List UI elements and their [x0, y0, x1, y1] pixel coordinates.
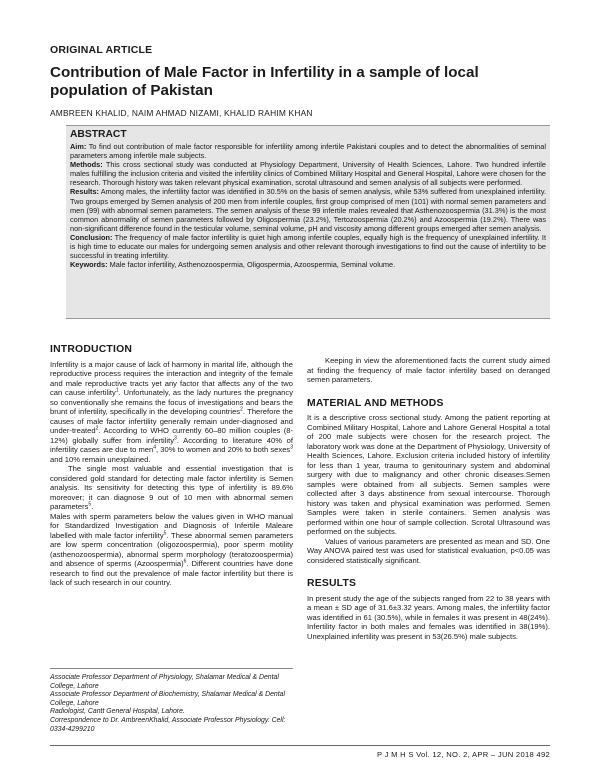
citation-sup: 2	[95, 425, 99, 432]
author-list: AMBREEN KHALID, NAIM AHMAD NIZAMI, KHALID RAHIM KHAN	[50, 108, 313, 118]
intro-p1-text-c: . Therefore the causes of male factor infertility generally remain under-diagnosed and under-treated	[50, 407, 293, 435]
footnote-item: Associate Professor Department of Biochemistry, Shalamar Medical & Dental College, Lahore	[50, 691, 286, 707]
footer-divider	[50, 745, 550, 746]
methods-heading: MATERIAL AND METHODS	[307, 397, 444, 409]
intro-p3-text-c: . Different countries have done research to find out the prevalence of male factor infertility but there is lack of such research in our country.	[50, 559, 293, 587]
intro-p1-text-a: Infertility is a major cause of lack of harmony in marital life, although the reproductive process requires the interaction and integrity of the female and male reproductive tracts yet any factor that affects any of the two can cause infertility	[50, 359, 293, 397]
citation-sup: 3	[174, 434, 177, 441]
intro-p2-text-b: .	[91, 502, 94, 511]
citation-sup: 3	[290, 444, 293, 451]
intro-p3-text-a: Males with sperm parameters below the values given in WHO manual for Standardized Investigation and Diagnosis of Infertile Maleare labelled with male factor infertility	[50, 511, 293, 540]
introduction-heading: INTRODUCTION	[50, 344, 133, 355]
abstract-conclusion-text: The frequency of male factor infertility is quiet high among infertile couples, equally high is the frequency of unexplained infertility. It is high time to educate our males for undergoing semen analysis and other relevant thorough investigations to find out the cause of infertility to be successful in treating infertility.	[70, 232, 546, 261]
citation-sup: 2	[240, 406, 243, 413]
abstract-methods-text: This cross sectional study was conducted at Physiology Department, University of Health Sciences, Lahore. Two hundred infertile males fulfilling the inclusion criteria and visited the infertility clinics of Combined Military Hospital and General Hospital, Lahore were chosen for the research. Thorough history was taken relevant physical examination, scrotal ultrasound and semen analysis of all subjects were performed.	[70, 160, 546, 188]
abstract-keywords-label: Keywords:	[70, 260, 108, 270]
intro-paragraph-3	[50, 512, 293, 588]
abstract-body	[70, 142, 546, 269]
methods-paragraph-2: Values of various parameters are presented as mean and SD. One Way ANOVA paired test was used for statistical evaluation, p<0.05 was considered statistically significant.	[307, 536, 550, 565]
abstract-heading: ABSTRACT	[70, 129, 127, 140]
intro-continuation: Keeping in view the aforementioned facts the current study aimed at finding the frequency of male factor infertility based on deranged semen parameters.	[307, 356, 550, 384]
methods-paragraph-1: It is a descriptive cross sectional study. Among the patient reporting at Combined Military Hospital, Lahore and Lahore General Hospital a total of 200 male subjects were chosen for the research project. The laboratory work was done at the Department of Physiology, University of Health Sciences, Lahore. Exclusion criteria included history of infertility for less than 1 year, trauma to genitourinary system and abdominal surgery with due to malignancy and other chronic diseases.Semen samples were obtained from all subjects. Semen samples were collected after 3 days abstinence from sexual intercourse. Thorough history was taken and physical examination was performed. Semen Samples were taken in sterile containers. Semen analysis was performed within one hour of sample collection. Scrotal Ultrasound was performed on the subjects.	[307, 413, 550, 536]
abstract-results	[70, 187, 546, 232]
intro-p3-text-b: . These abnormal semen parameters are low sperm concentration (oligozoospermia), poor sperm motility (asthenozoospermia), abnormal sperm morphology (teratozoospermia) and absence of sperms (Azoospermia)	[50, 530, 293, 568]
intro-p1-text-e: . According to literature 40% of infertility cases are due to men	[50, 435, 293, 454]
abstract-conclusion-label: Conclusion:	[70, 232, 113, 242]
abstract-aim-label: Aim:	[70, 142, 87, 151]
citation-sup: 1	[115, 387, 119, 394]
right-column	[307, 356, 550, 641]
abstract-results-text: Among males, the infertility factor was identified in 30.5% on the basis of semen analysis, while 53% suffered from unexplained infertility. Two groups emerged by Semen analysis of 200 men from infertile couples, first group comprised of men (101) with normal semen parameters and men (99) with abnormal semen parameters. The semen analysis of these 99 infertile males revealed that Asthenozoospermia (31.3%) is the most common abnormality of semen parameters followed by Oligospermia (23.2%), Tertozoospermia (20.2%) and Azoospermia (19.2%). There was non-significant difference found in the testicular volume, seminal volume, pH and viscosity among different groups emerged after semen analysis.	[70, 187, 546, 233]
intro-paragraph-2	[50, 464, 293, 512]
journal-footer: P J M H S Vol. 12, NO. 2, APR – JUN 2018 492	[376, 750, 550, 759]
intro-paragraph-1	[50, 360, 293, 465]
intro-p1-text-f: , 30% to women and 20% to both sexes	[156, 445, 291, 454]
abstract-aim-text: To find out contribution of male factor responsible for infertility among infertile Pakistani couples and to detect the abnormalities of seminal parameters among infertile male subjects.	[70, 142, 546, 161]
abstract-aim	[70, 142, 546, 160]
citation-sup: 5	[88, 501, 92, 508]
footnote-item: Radiologist, Cantt General Hospital, Lahore.	[50, 708, 185, 716]
left-column	[50, 345, 293, 588]
footnote-item: Correspondence to Dr. AmbreenKhalid, Associate Professor Physiology. Cell: 0334-4299210	[50, 716, 286, 733]
results-heading: RESULTS	[307, 578, 357, 589]
citation-sup: 5	[163, 529, 167, 536]
abstract-keywords-text: Male factor infertility, Asthenozoospermia, Oligospermia, Azoospermia, Seminal volume.	[109, 260, 396, 270]
section-tag: ORIGINAL ARTICLE	[50, 44, 153, 56]
article-title: Contribution of Male Factor in Infertility in a sample of local population of Pakistan	[50, 64, 479, 99]
intro-p1-text-g: and 10% remain unexplained.	[50, 454, 151, 464]
intro-p1-text-d: . According to WHO currently 60–80 million couples (8-12%) globally suffer from infertility	[50, 426, 293, 445]
intro-p1-text-b: . Unfortunately, as the lady nurtures the pregnancy so conventionally she remains the focus of investigations and bears the brunt of infertility, specifically in the developing countries	[50, 388, 293, 416]
intro-p2-text-a: The single most valuable and essential investigation that is considered gold standard for detecting male factor infertility is Semen analysis. Its sensitivity for detecting this type of infertility is 89.6% moreover; it can diagnose 9 out of 10 men with abnormal semen parameters	[50, 464, 293, 511]
abstract-methods	[70, 160, 546, 187]
abstract-results-label: Results:	[70, 187, 99, 197]
footnote-item: Associate Professor Department of Physiology, Shalamar Medical & Dental College, Lahore	[50, 674, 279, 690]
abstract-conclusion	[70, 233, 546, 260]
abstract-keywords	[70, 260, 546, 269]
footnote-divider	[50, 668, 293, 669]
footnotes	[50, 674, 293, 734]
citation-sup: 6	[183, 558, 187, 565]
results-paragraph-1: In present study the age of the subjects ranged from 22 to 38 years with a mean ± SD age of 31.6±3.32 years. Among males, the infertility factor was identified in 61 (30.5%), while in females it was present in 48(24%). Infertility factor in both males and females was identified in 38(19%). Unexplained infertility was present in 53(26.5%) male subjects.	[307, 593, 550, 641]
abstract-methods-label: Methods:	[70, 160, 103, 170]
citation-sup: 4	[153, 444, 157, 451]
